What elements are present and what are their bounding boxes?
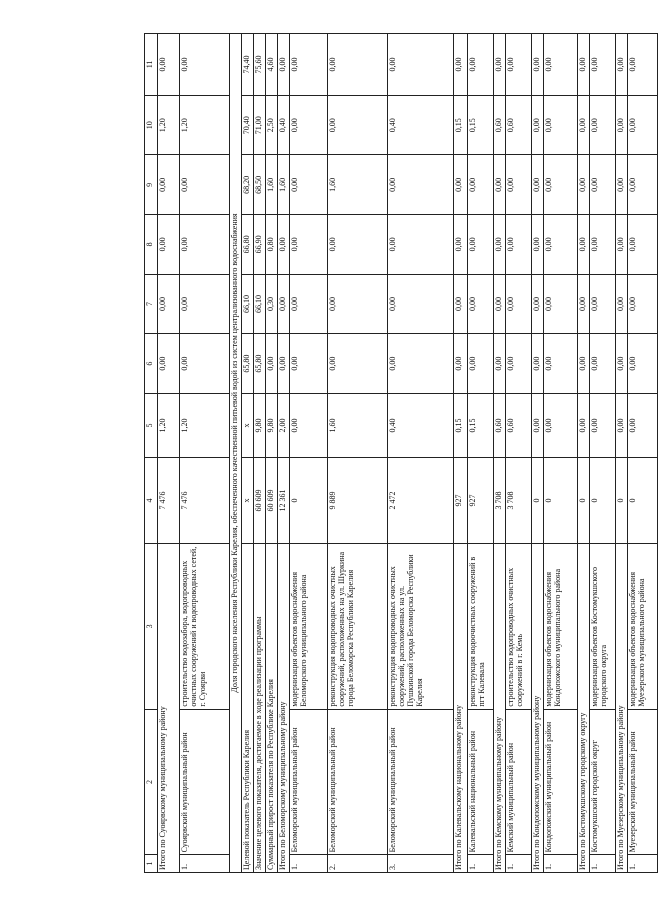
header-cell: 1 xyxy=(145,855,158,873)
value-cell: 0,00 xyxy=(289,34,327,96)
value-cell: 0,00 xyxy=(577,393,589,457)
total-row xyxy=(158,34,180,873)
district-name: Калевальский национальный район xyxy=(467,709,493,855)
value-cell: 0,00 xyxy=(543,95,577,155)
value-cell: 0,00 xyxy=(387,34,453,96)
section-title: Доля городского населения Республики Карелия, обеспеченного качественной питьевой водой из систем централизованного водоснабжения xyxy=(230,34,242,873)
district-name: Беломорский муниципальный район xyxy=(289,709,327,855)
value-cell: 0,15 xyxy=(453,95,467,155)
value-cell: 0,00 xyxy=(453,274,467,334)
district-name: Муезерский муниципальный район xyxy=(627,709,657,855)
header-cell: 9 xyxy=(145,155,158,215)
header-cell: 10 xyxy=(145,95,158,155)
value-cell: 1,20 xyxy=(180,393,230,457)
value-cell: 0,00 xyxy=(180,215,230,275)
value-cell: 60 609 xyxy=(265,457,277,543)
value-cell: 70,40 xyxy=(241,95,253,155)
district-name: Беломорский муниципальный район xyxy=(387,709,453,855)
measure-description: реконструкция водопроводных очистных сооружений, расположенных на ул. Шуркина города Беломорска Республики Карелия xyxy=(327,544,387,710)
value-cell: 0,00 xyxy=(180,34,230,96)
row-name: Итого по Костомукшскому городскому округу xyxy=(577,544,589,873)
value-cell: 0,00 xyxy=(589,215,615,275)
value-cell: 0,30 xyxy=(265,274,277,334)
header-cell: 6 xyxy=(145,334,158,394)
value-cell: 0 xyxy=(289,457,327,543)
value-cell: 0,00 xyxy=(387,215,453,275)
value-cell: 65,80 xyxy=(253,334,265,394)
value-cell: х xyxy=(241,393,253,457)
section-row xyxy=(230,34,242,873)
value-cell: 0,00 xyxy=(589,274,615,334)
value-cell: 1,60 xyxy=(327,393,387,457)
value-cell: 0,00 xyxy=(453,215,467,275)
value-cell: 0,00 xyxy=(327,274,387,334)
value-cell: 0,00 xyxy=(289,274,327,334)
value-cell: 0,00 xyxy=(543,155,577,215)
value-cell: 1,20 xyxy=(158,393,180,457)
table-body xyxy=(145,34,658,873)
value-cell: 0 xyxy=(543,457,577,543)
value-cell: 0 xyxy=(627,457,657,543)
value-cell: 0,00 xyxy=(453,334,467,394)
district-name: Кондопожский муниципальный район xyxy=(543,709,577,855)
row-number: 1. xyxy=(289,855,327,873)
value-cell: 66,80 xyxy=(241,215,253,275)
value-cell: 2 472 xyxy=(387,457,453,543)
value-cell: 0,00 xyxy=(589,155,615,215)
value-cell: 0,00 xyxy=(158,215,180,275)
value-cell: 0,15 xyxy=(453,393,467,457)
value-cell: 0,00 xyxy=(493,215,505,275)
value-cell: 0,40 xyxy=(277,95,289,155)
value-cell: 0,00 xyxy=(493,34,505,96)
value-cell: 0,00 xyxy=(265,334,277,394)
value-cell: 0,60 xyxy=(493,95,505,155)
value-cell: 65,80 xyxy=(241,334,253,394)
value-cell: 4,60 xyxy=(265,34,277,96)
row-name: Итого по Калевальскому национальному району xyxy=(453,544,467,873)
value-cell: 0,00 xyxy=(289,215,327,275)
district-name: Костомукшский городской округ xyxy=(589,709,615,855)
value-cell: 0,00 xyxy=(467,274,493,334)
district-name: Суоярвский муниципальный район xyxy=(180,709,230,855)
value-cell: 0,00 xyxy=(615,95,627,155)
value-cell: 3 708 xyxy=(493,457,505,543)
value-cell: 0,00 xyxy=(289,95,327,155)
value-cell: 0,00 xyxy=(531,274,543,334)
value-cell: 0,00 xyxy=(158,34,180,96)
measure-description: строительство водопроводных очистных сооружений в г. Кемь xyxy=(505,544,531,710)
value-cell: 0,00 xyxy=(467,215,493,275)
header-cell: 11 xyxy=(145,34,158,96)
value-cell: 0,00 xyxy=(453,34,467,96)
value-cell: 9,80 xyxy=(265,393,277,457)
value-cell: 0,15 xyxy=(467,393,493,457)
row-number: 1. xyxy=(505,855,531,873)
value-cell: 0,00 xyxy=(327,34,387,96)
value-cell: 0,00 xyxy=(543,274,577,334)
value-cell: 0,00 xyxy=(327,215,387,275)
value-cell: 66,10 xyxy=(241,274,253,334)
measure-description: модернизация объектов водоснабжения Кондопожского муниципального района xyxy=(543,544,577,710)
value-cell: 1,20 xyxy=(180,95,230,155)
table-row xyxy=(180,34,230,873)
value-cell: 0,00 xyxy=(543,393,577,457)
value-cell: 2,50 xyxy=(265,95,277,155)
value-cell: 0,00 xyxy=(577,155,589,215)
value-cell: 0,00 xyxy=(180,334,230,394)
value-cell: 0,00 xyxy=(158,334,180,394)
value-cell: 1,60 xyxy=(327,155,387,215)
measure-description: реконструкция водопроводных очистных сооружений, расположенных на ул. Пушкинской города Беломорска Республики Карелия xyxy=(387,544,453,710)
total-row xyxy=(253,34,265,873)
table-row xyxy=(627,34,657,873)
value-cell: 0,00 xyxy=(505,215,531,275)
value-cell: 1,60 xyxy=(277,155,289,215)
value-cell: 0,00 xyxy=(467,155,493,215)
header-cell: 2 xyxy=(145,709,158,855)
value-cell: 74,40 xyxy=(241,34,253,96)
value-cell: 0,00 xyxy=(531,393,543,457)
value-cell: 0,00 xyxy=(577,95,589,155)
value-cell: 0,00 xyxy=(589,334,615,394)
value-cell: 0,00 xyxy=(505,34,531,96)
value-cell: 0,00 xyxy=(493,155,505,215)
value-cell: 0,00 xyxy=(531,34,543,96)
row-number: 1. xyxy=(180,855,230,873)
value-cell: 60 609 xyxy=(253,457,265,543)
value-cell: 0,00 xyxy=(615,155,627,215)
total-row xyxy=(615,34,627,873)
value-cell: 12 361 xyxy=(277,457,289,543)
value-cell: 927 xyxy=(453,457,467,543)
value-cell: 0,00 xyxy=(627,155,657,215)
value-cell: 0,00 xyxy=(627,393,657,457)
header-cell: 8 xyxy=(145,215,158,275)
value-cell: 75,60 xyxy=(253,34,265,96)
value-cell: 2,00 xyxy=(277,393,289,457)
table-row xyxy=(289,34,327,873)
value-cell: 0,00 xyxy=(505,155,531,215)
value-cell: 0,60 xyxy=(505,95,531,155)
row-number: 1. xyxy=(589,855,615,873)
row-name: Итого по Муезерскому муниципальному району xyxy=(615,544,627,873)
row-number: 2. xyxy=(327,855,387,873)
value-cell: 0,00 xyxy=(505,274,531,334)
row-number: 1. xyxy=(627,855,657,873)
value-cell: 0,00 xyxy=(627,215,657,275)
value-cell: 0,00 xyxy=(543,34,577,96)
header-cell: 5 xyxy=(145,393,158,457)
value-cell: 0,00 xyxy=(543,334,577,394)
measure-description: реконструкция водоочистных сооружений в пгт Калевала xyxy=(467,544,493,710)
value-cell: 66,90 xyxy=(253,215,265,275)
header-row xyxy=(145,34,158,873)
value-cell: 0,00 xyxy=(289,334,327,394)
value-cell: 0,15 xyxy=(467,95,493,155)
total-row xyxy=(277,34,289,873)
row-number: 3. xyxy=(387,855,453,873)
value-cell: 0,00 xyxy=(289,393,327,457)
value-cell: 0,00 xyxy=(615,274,627,334)
table-row xyxy=(505,34,531,873)
value-cell: 0,00 xyxy=(505,334,531,394)
value-cell: 0,40 xyxy=(387,95,453,155)
indicator-table xyxy=(144,33,658,873)
row-name: Итого по Беломорскому муниципальному району xyxy=(277,544,289,873)
header-cell: 3 xyxy=(145,544,158,710)
row-name: Итого по Кондопожскому муниципальному району xyxy=(531,544,543,873)
value-cell: 0,00 xyxy=(531,95,543,155)
row-number: 1. xyxy=(543,855,577,873)
value-cell: 0,00 xyxy=(387,155,453,215)
value-cell: 0,00 xyxy=(180,274,230,334)
table-row xyxy=(589,34,615,873)
table-row xyxy=(387,34,453,873)
value-cell: 0,00 xyxy=(615,215,627,275)
value-cell: 0 xyxy=(531,457,543,543)
value-cell: 0,00 xyxy=(589,95,615,155)
value-cell: 71,00 xyxy=(253,95,265,155)
value-cell: 1,60 xyxy=(265,155,277,215)
header-cell: 7 xyxy=(145,274,158,334)
measure-description: модернизация объектов водоснабжения Муезерского муниципального района xyxy=(627,544,657,710)
total-row xyxy=(577,34,589,873)
value-cell: 0 xyxy=(615,457,627,543)
value-cell: 0,60 xyxy=(505,393,531,457)
table-row xyxy=(543,34,577,873)
value-cell: х xyxy=(241,457,253,543)
value-cell: 0,00 xyxy=(327,95,387,155)
total-row xyxy=(241,34,253,873)
row-name: Итого по Кемскому муниципальному району xyxy=(493,544,505,873)
value-cell: 0,00 xyxy=(493,334,505,394)
value-cell: 0,00 xyxy=(531,215,543,275)
value-cell: 0,00 xyxy=(531,155,543,215)
value-cell: 66,10 xyxy=(253,274,265,334)
value-cell: 0,00 xyxy=(577,215,589,275)
value-cell: 0,00 xyxy=(467,334,493,394)
total-row xyxy=(531,34,543,873)
value-cell: 0,00 xyxy=(615,334,627,394)
value-cell: 0,00 xyxy=(627,334,657,394)
value-cell: 927 xyxy=(467,457,493,543)
value-cell: 0,00 xyxy=(589,34,615,96)
value-cell: 0,00 xyxy=(627,274,657,334)
value-cell: 9 889 xyxy=(327,457,387,543)
value-cell: 68,20 xyxy=(241,155,253,215)
value-cell: 0,00 xyxy=(158,155,180,215)
value-cell: 0,40 xyxy=(387,393,453,457)
value-cell: 9,80 xyxy=(253,393,265,457)
value-cell: 0,00 xyxy=(327,334,387,394)
row-name: Суммарный прирост показателя по Республике Карелия xyxy=(265,544,277,873)
value-cell: 0,00 xyxy=(531,334,543,394)
rotated-table-wrapper xyxy=(144,33,646,873)
total-row xyxy=(493,34,505,873)
value-cell: 0 xyxy=(589,457,615,543)
value-cell: 0,00 xyxy=(627,34,657,96)
row-name: Целевой показатель Республики Карелия xyxy=(241,544,253,873)
value-cell: 0,00 xyxy=(543,215,577,275)
value-cell: 0,00 xyxy=(277,34,289,96)
measure-description: модернизация объектов водоснабжения Беломорского муниципального района xyxy=(289,544,327,710)
value-cell: 0,80 xyxy=(265,215,277,275)
value-cell: 0,00 xyxy=(627,95,657,155)
value-cell: 0,00 xyxy=(615,393,627,457)
table-row xyxy=(327,34,387,873)
header-cell: 4 xyxy=(145,457,158,543)
value-cell: 0,00 xyxy=(387,274,453,334)
value-cell: 0,00 xyxy=(493,274,505,334)
total-row xyxy=(453,34,467,873)
value-cell: 0,00 xyxy=(158,274,180,334)
value-cell: 68,50 xyxy=(253,155,265,215)
measure-description: модернизация объектов Костомукшского городского округа xyxy=(589,544,615,710)
value-cell: 0,00 xyxy=(180,155,230,215)
value-cell: 0 xyxy=(577,457,589,543)
value-cell: 0,00 xyxy=(387,334,453,394)
value-cell: 7 476 xyxy=(180,457,230,543)
value-cell: 0,00 xyxy=(453,155,467,215)
value-cell: 0,00 xyxy=(577,274,589,334)
value-cell: 7 476 xyxy=(158,457,180,543)
value-cell: 0,00 xyxy=(289,155,327,215)
total-row xyxy=(265,34,277,873)
value-cell: 0,00 xyxy=(577,334,589,394)
district-name: Беломорский муниципальный район xyxy=(327,709,387,855)
value-cell: 0,00 xyxy=(277,215,289,275)
measure-description: строительство водозабора, водопроводных очистных сооружений и водопроводных сетей, г. Суоярви xyxy=(180,544,230,710)
district-name: Кемский муниципальный район xyxy=(505,709,531,855)
row-name: Значение целевого показателя, достигаемое в ходе реализации программы xyxy=(253,544,265,873)
value-cell: 0,00 xyxy=(467,34,493,96)
value-cell: 0,00 xyxy=(615,34,627,96)
value-cell: 3 708 xyxy=(505,457,531,543)
table-row xyxy=(467,34,493,873)
value-cell: 0,00 xyxy=(577,34,589,96)
value-cell: 0,00 xyxy=(589,393,615,457)
value-cell: 0,00 xyxy=(277,274,289,334)
row-number: 1. xyxy=(467,855,493,873)
value-cell: 1,20 xyxy=(158,95,180,155)
value-cell: 0,60 xyxy=(493,393,505,457)
value-cell: 0,00 xyxy=(277,334,289,394)
row-name: Итого по Суоярвскому муниципальному району xyxy=(158,544,180,873)
